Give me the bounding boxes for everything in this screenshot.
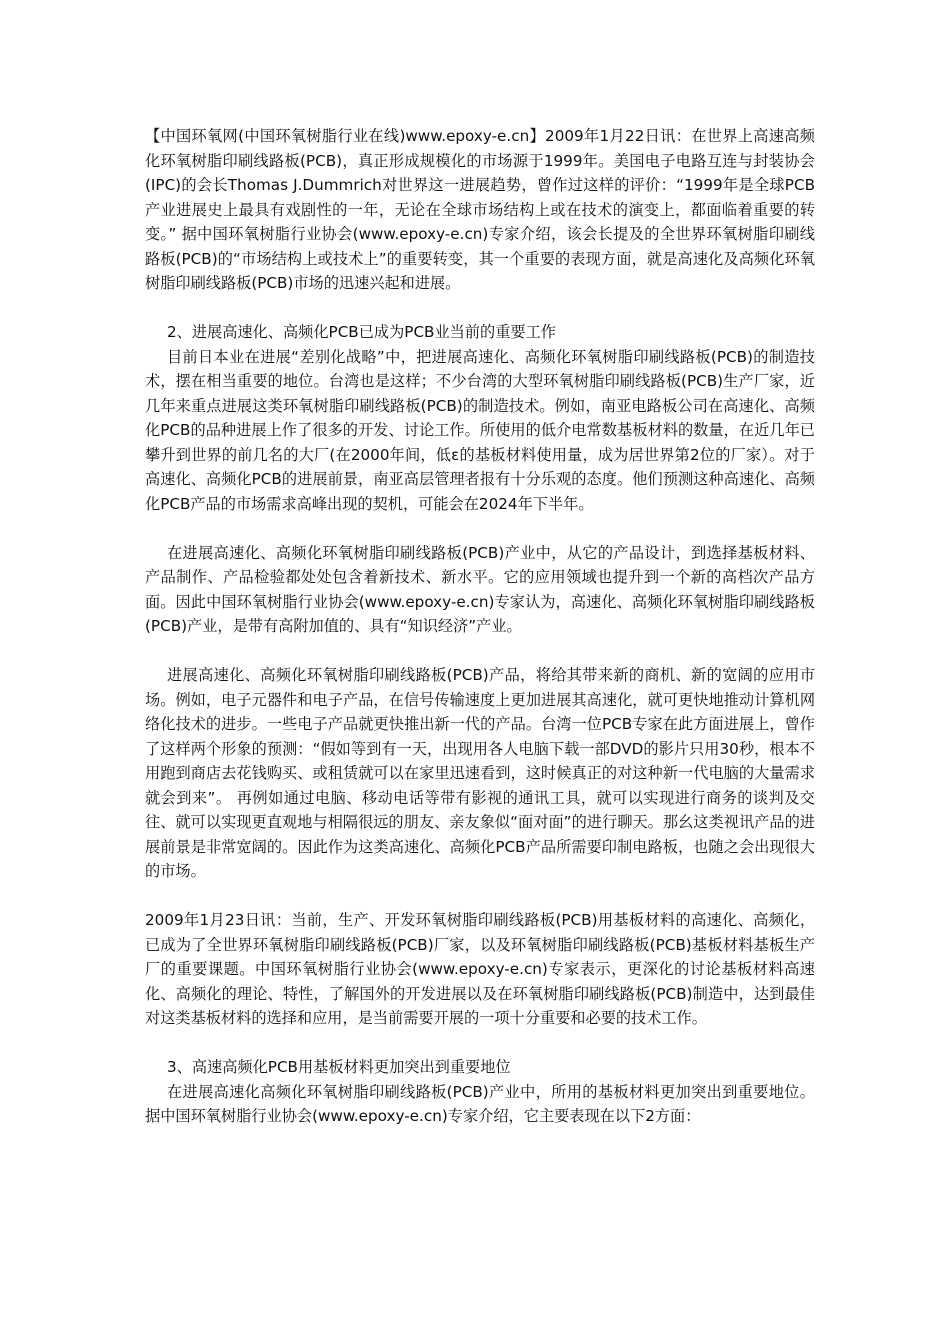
section-2-paragraph-3: 进展高速化、高频化环氧树脂印刷线路板(PCB)产品，将给其带来新的商机、新的宽阔的应用市场。例如，电子元器件和电子产品，在信号传输速度上更加进展其高速化，就可更快地推动计算机网络化技术的进步。一些电子产品就更快推出新一代的产品。台湾一位PCB专家在此方面进展上，曾作了这样两个形象的预测：“假如等到有一天，出现用各人电脑下载一部DVD的影片只用30秒，根本不用跑到商店去花钱购买、或租赁就可以在家里迅速看到，这时候真正的对这种新一代电脑的大量需求就会到来”。 再例如通过电脑、移动电话等带有影视的通讯工具，就可以实现进行商务的谈判及交往、就可以实现更直观地与相隔很远的朋友、亲友象似“面对面”的进行聊天。那幺这类视讯产品的进展前景是非常宽阔的。因此作为这类高速化、高频化PCB产品所需要印制电路板，也随之会出现很大的市场。 — [145, 666, 815, 880]
paragraph-spacer — [145, 296, 815, 321]
section-heading-2: 2、进展高速化、高频化PCB已成为PCB业当前的重要工作 — [167, 323, 556, 341]
paragraph-spacer — [145, 639, 815, 664]
section-2-paragraph-1: 目前日本业在进展“差别化战略”中，把进展高速化、高频化环氧树脂印刷线路板(PCB)的制造技术，摆在相当重要的地位。台湾也是这样；不少台湾的大型环氧树脂印刷线路板(PCB)生产厂家，近几年来重点进展这类环氧树脂印刷线路板(PCB)的制造技术。例如，南亚电路板公司在高速化、高频化PCB的品种进展上作了很多的开发、讨论工作。所使用的低介电常数基板材料的数量，在近几年已攀升到世界的前几名的大厂(在2000年间，低ε的基板材料使用量，成为居世界第2位的厂家）。对于高速化、高频化PCB的进展前景，南亚高层管理者报有十分乐观的态度。他们预测这种高速化、高频化PCB产品的市场需求高峰出现的契机，可能会在2024年下半年。 — [145, 347, 815, 513]
section-heading-3: 3、高速高频化PCB用基板材料更加突出到重要地位 — [167, 1058, 511, 1076]
section-3-paragraph-1: 在进展高速化高频化环氧树脂印刷线路板(PCB)产业中，所用的基板材料更加突出到重要地位。据中国环氧树脂行业协会(www.epoxy-e.cn)专家介绍，它主要表现在以下2方面： — [145, 1082, 815, 1125]
document-body — [145, 124, 815, 1129]
intro-paragraph: 【中国环氧网(中国环氧树脂行业在线)www.epoxy-e.cn】2009年1月22日讯：在世界上高速高频化环氧树脂印刷线路板(PCB)，真正形成规模化的市场源于1999年。美国电子电路互连与封装协会(IPC)的会长Thomas J.Dummrich对世界这一进展趋势，曾作过这样的评价：“1999年是全球PCB产业进展史上最具有戏剧性的一年，无论在全球市场结构上或在技术的演变上，都面临着重要的转变。” 据中国环氧树脂行业协会(www.epoxy-e.cn)专家介绍，该会长提及的全世界环氧树脂印刷线路板(PCB)的“市场结构上或技术上”的重要转变，其一个重要的表现方面，就是高速化及高频化环氧树脂印刷线路板(PCB)市场的迅速兴起和进展。 — [145, 127, 815, 292]
paragraph-spacer — [145, 516, 815, 541]
paragraph-spacer — [145, 884, 815, 909]
section-2-paragraph-2: 在进展高速化、高频化环氧树脂印刷线路板(PCB)产业中，从它的产品设计，到选择基板材料、产品制作、产品检验都处处包含着新技术、新水平。它的应用领域也提升到一个新的高档次产品方面。因此中国环氧树脂行业协会(www.epoxy-e.cn)专家认为，高速化、高频化环氧树脂印刷线路板(PCB)产业，是带有高附加值的、具有“知识经济”产业。 — [145, 543, 815, 635]
paragraph-spacer — [145, 1031, 815, 1056]
news-paragraph-jan-23: 2009年1月23日讯：当前，生产、开发环氧树脂印刷线路板(PCB)用基板材料的高速化、高频化，已成为了全世界环氧树脂印刷线路板(PCB)厂家，以及环氧树脂印刷线路板(PCB)基板材料基板生产厂的重要课题。中国环氧树脂行业协会(www.epoxy-e.cn)专家表示，更深化的讨论基板材料高速化、高频化的理论、特性，了解国外的开发进展以及在环氧树脂印刷线路板(PCB)制造中，达到最佳对这类基板材料的选择和应用，是当前需要开展的一项十分重要和必要的技术工作。 — [145, 911, 815, 1027]
